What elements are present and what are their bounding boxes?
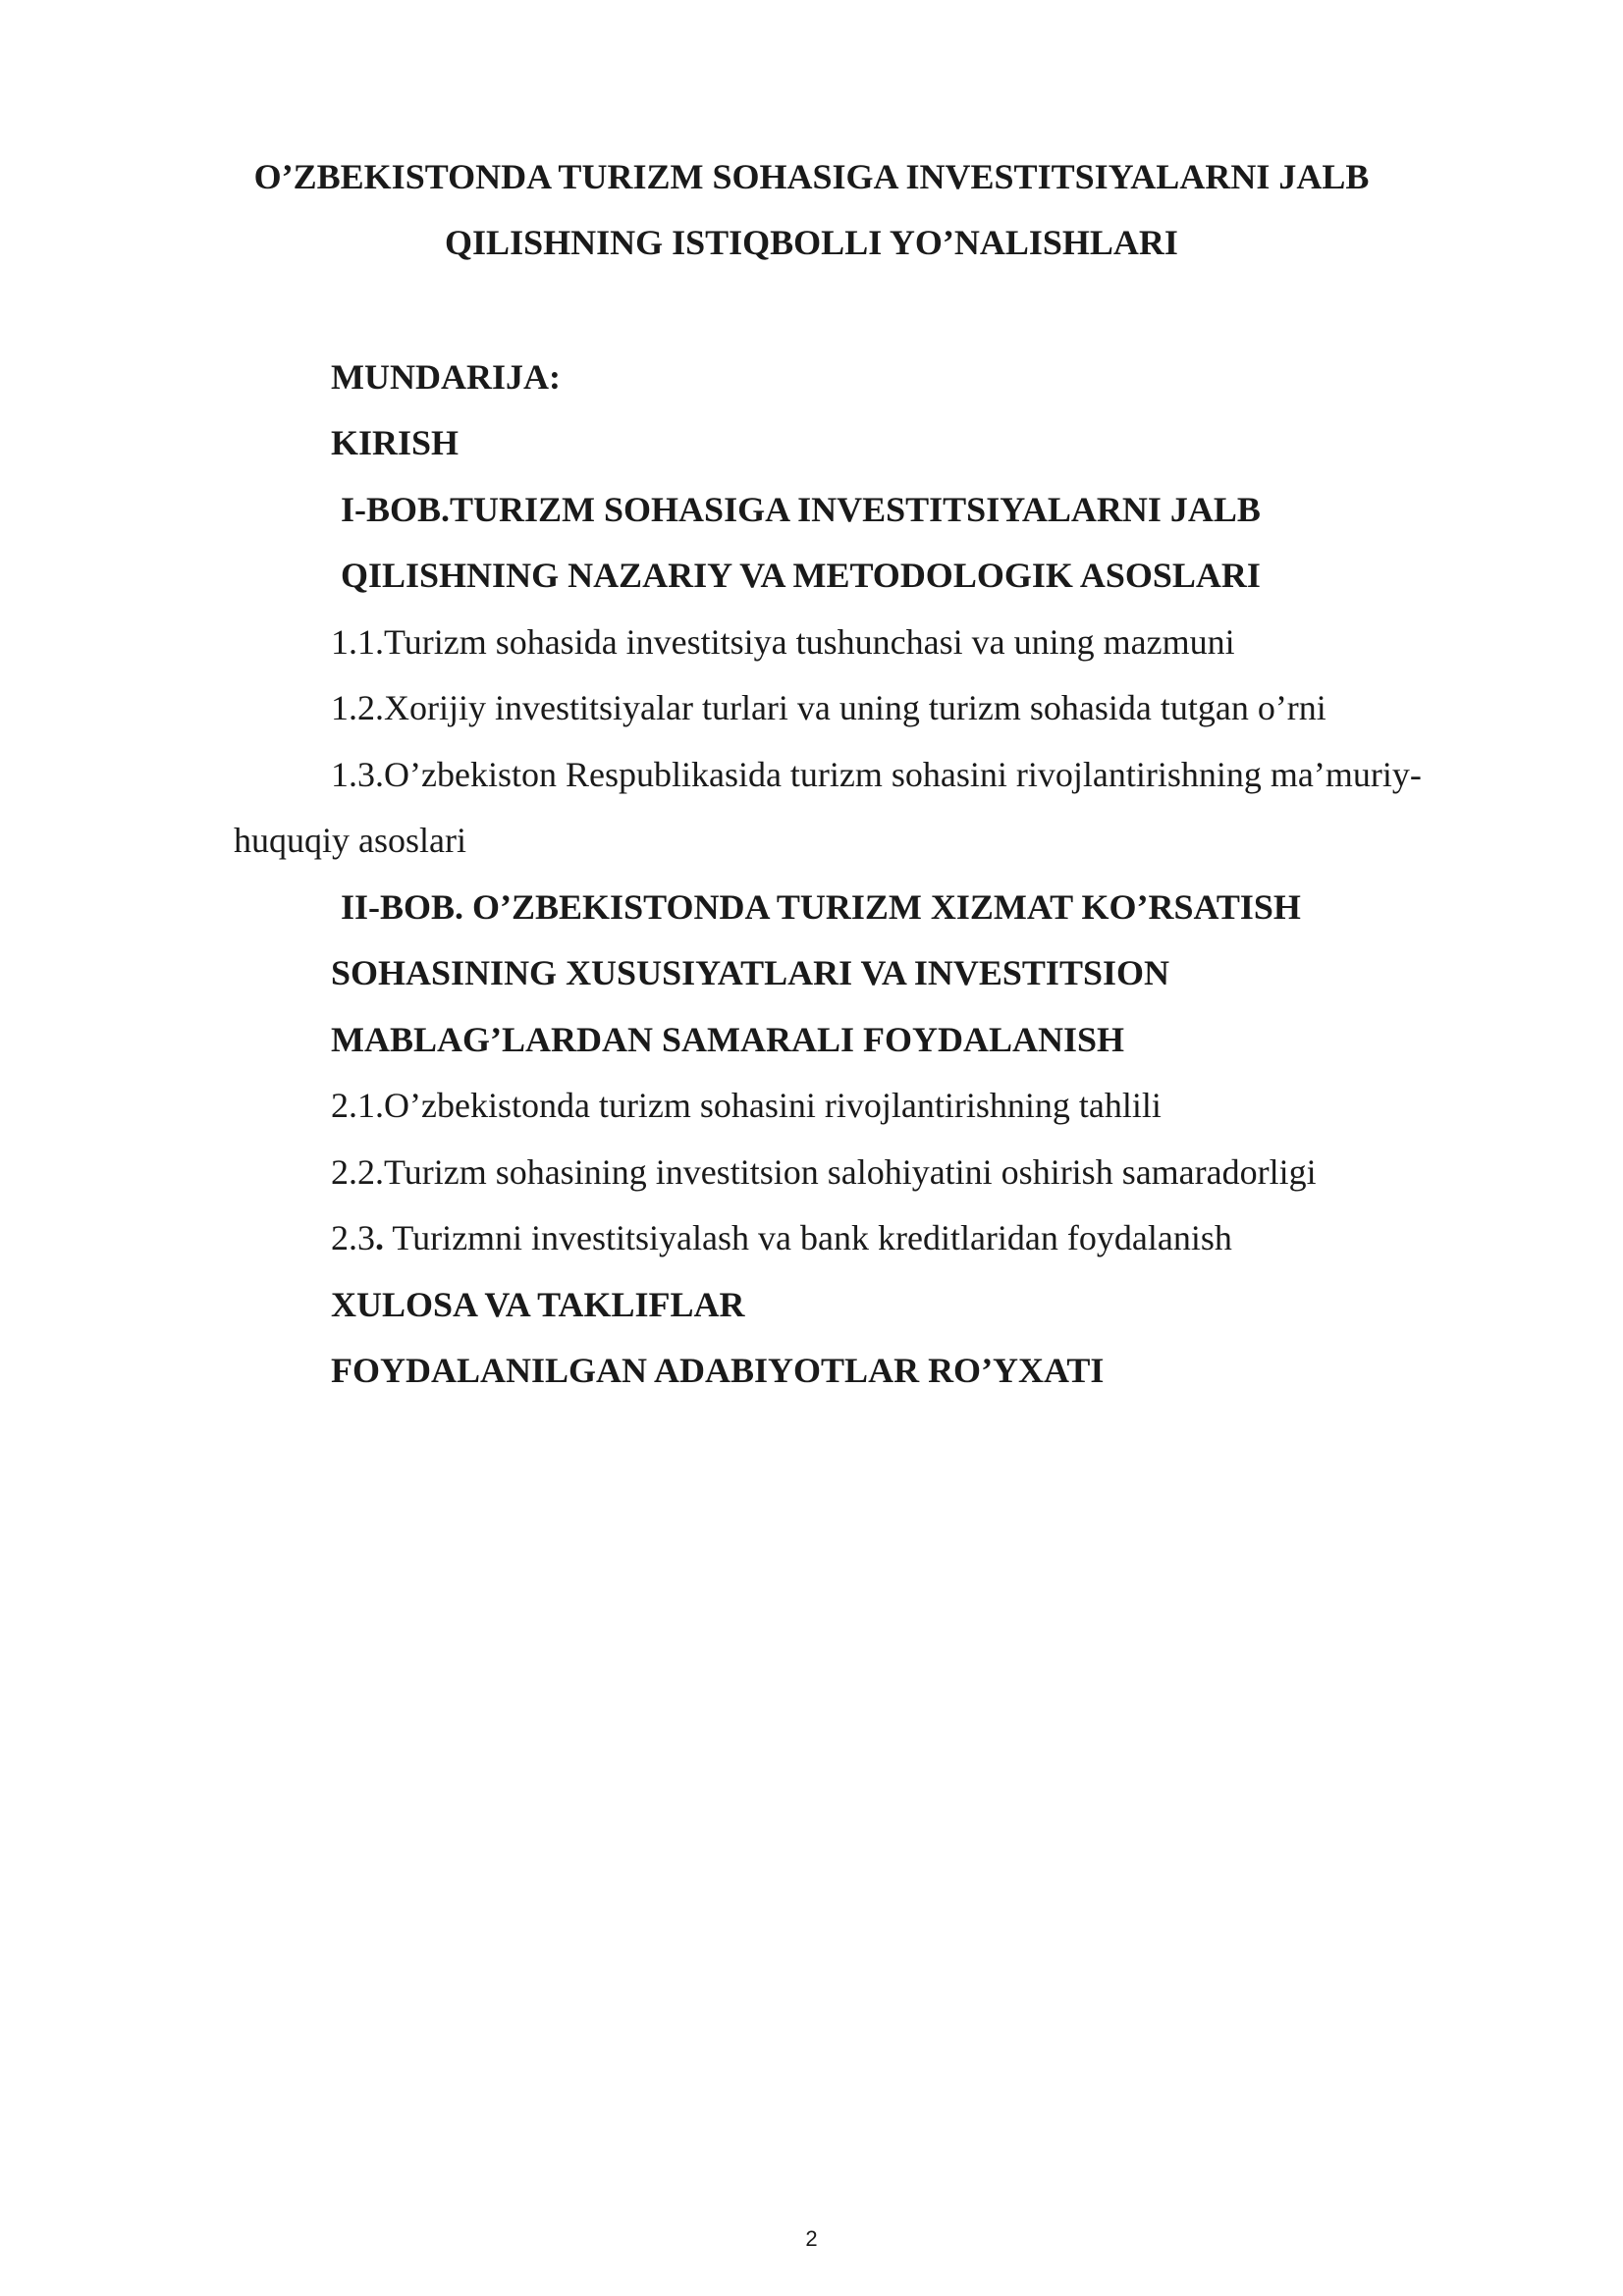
toc-chapter-1-title-line-1: I-BOB.TURIZM SOHASIGA INVESTITSIYALARNI JALB xyxy=(341,490,1261,529)
toc-section-2-3 xyxy=(331,1216,1232,1259)
toc-chapter-2-title-line-2: SOHASINING XUSUSIYATLARI VA INVESTITSION xyxy=(331,953,1169,992)
toc-section-2-3-text: Turizmni investitsiyalash va bank kreditlaridan foydalanish xyxy=(384,1218,1232,1257)
toc-chapter-2-title-line-1: II-BOB. O’ZBEKISTONDA TURIZM XIZMAT KO’RSATISH xyxy=(341,887,1301,927)
toc-chapter-2-title-line-3: MABLAG’LARDAN SAMARALI FOYDALANISH xyxy=(331,1020,1125,1059)
toc-conclusion: XULOSA VA TAKLIFLAR xyxy=(331,1285,745,1324)
toc-section-1-1: 1.1.Turizm sohasida investitsiya tushunchasi va uning mazmuni xyxy=(331,622,1235,662)
document-title-line-2: QILISHNING ISTIQBOLLI YO’NALISHLARI xyxy=(445,223,1178,262)
toc-section-2-3-number: 2.3 xyxy=(331,1218,375,1257)
document-title-line-1: O’ZBEKISTONDA TURIZM SOHASIGA INVESTITSIYALARNI JALB xyxy=(253,157,1370,196)
toc-references: FOYDALANILGAN ADABIYOTLAR RO’YXATI xyxy=(331,1351,1105,1390)
toc-section-2-2: 2.2.Turizm sohasining investitsion salohiyatini oshirish samaradorligi xyxy=(331,1152,1317,1192)
toc-section-2-3-dot: . xyxy=(375,1218,384,1257)
toc-section-2-1: 2.1.O’zbekistonda turizm sohasini rivojlantirishning tahlili xyxy=(331,1086,1162,1125)
page-number: 2 xyxy=(805,2226,818,2251)
toc-section-1-3-continuation: huquqiy asoslari xyxy=(234,821,466,860)
toc-introduction: KIRISH xyxy=(331,423,460,462)
toc-section-1-2: 1.2.Xorijiy investitsiyalar turlari va uning turizm sohasida tutgan o’rni xyxy=(331,688,1326,727)
toc-section-1-3: 1.3.O’zbekiston Respublikasida turizm sohasini rivojlantirishning ma’muriy- xyxy=(331,755,1422,794)
toc-chapter-1-title-line-2: QILISHNING NAZARIY VA METODOLOGIK ASOSLARI xyxy=(341,556,1261,595)
toc-heading: MUNDARIJA: xyxy=(331,357,561,397)
